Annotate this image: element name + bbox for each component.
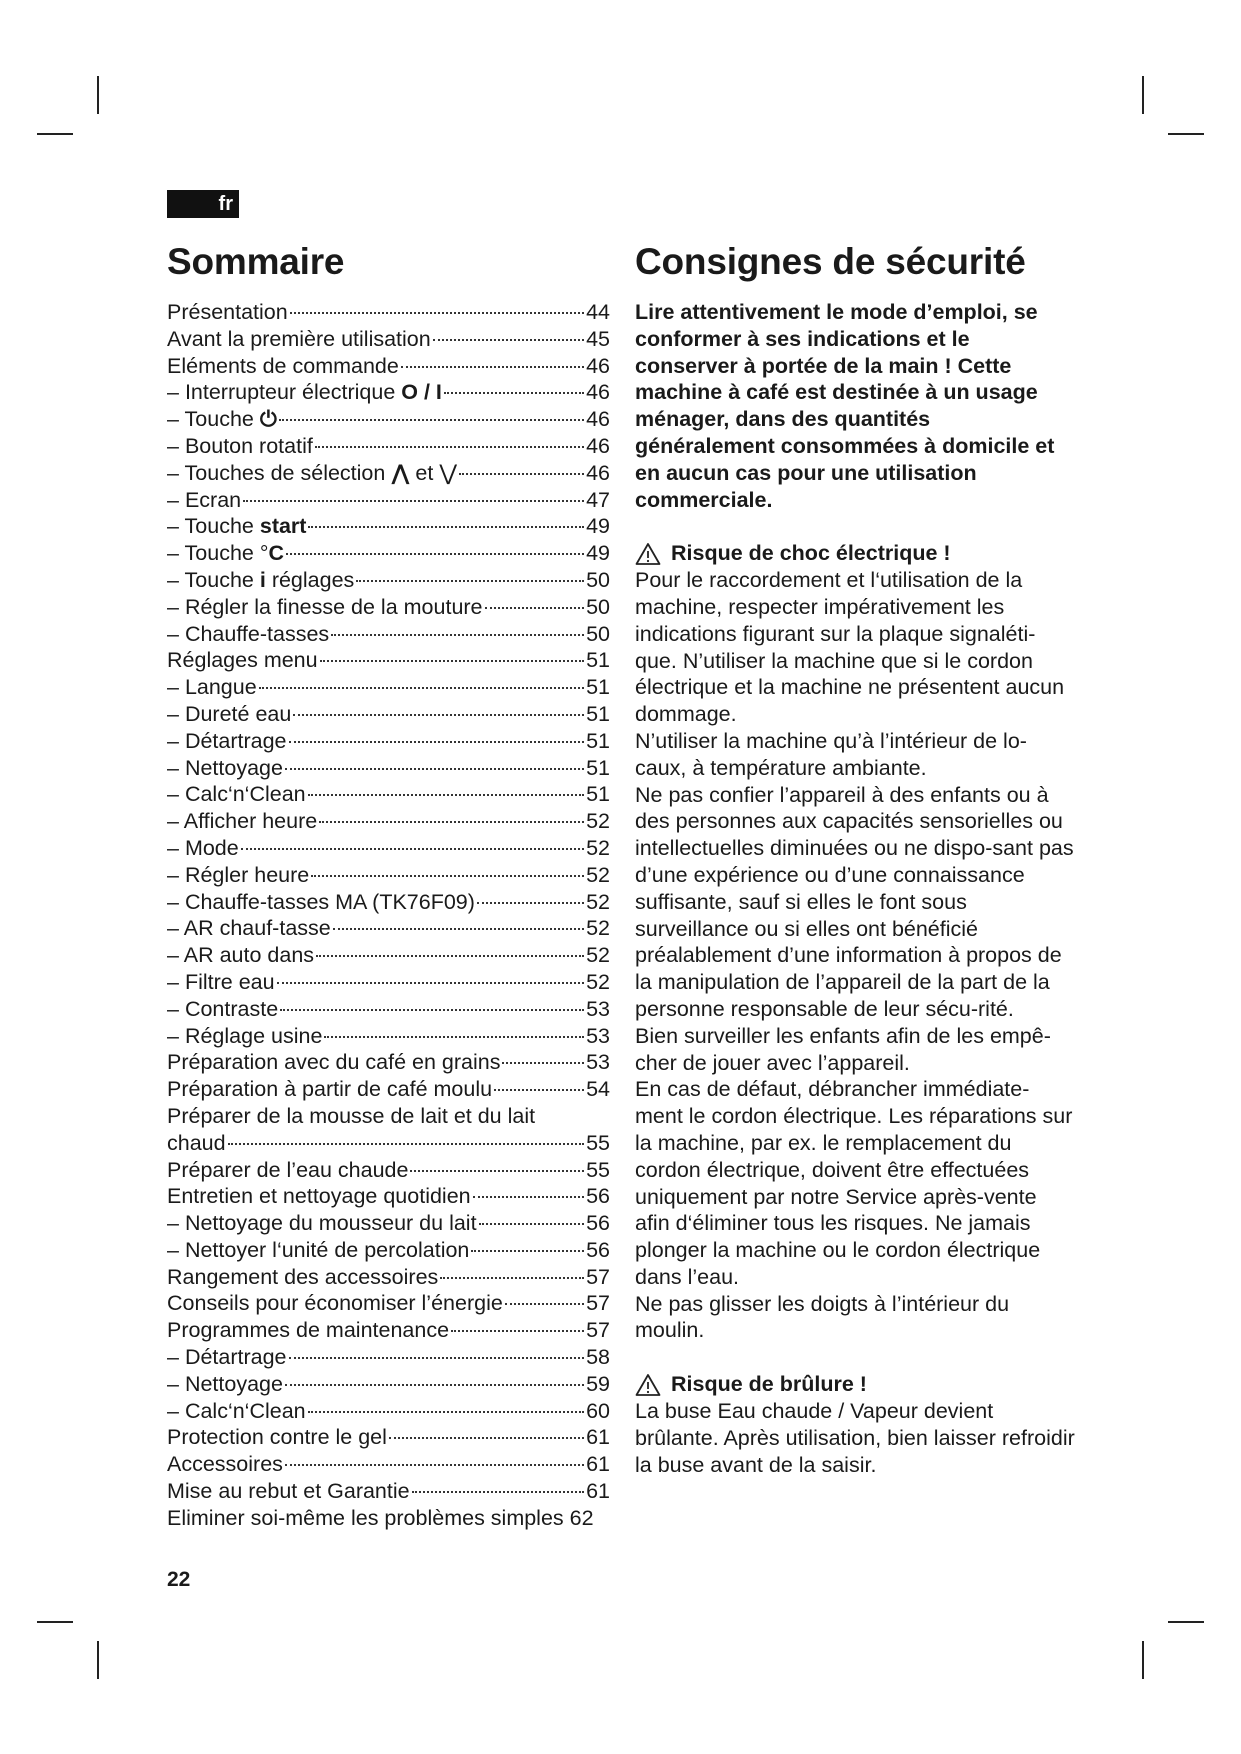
toc-page-number: 47 [586, 487, 610, 512]
toc-entry-title: Conseils pour économiser l’énergie [167, 1291, 503, 1316]
toc-page-number: 56 [586, 1237, 610, 1262]
page-number: 22 [167, 1568, 191, 1591]
toc-entry-title: Préparation avec du café en grains [167, 1050, 501, 1075]
toc-entry [167, 1210, 610, 1237]
toc-entry [167, 1049, 610, 1076]
toc-page-number: 56 [586, 1184, 610, 1209]
crop-mark [1168, 1621, 1204, 1623]
crop-mark [37, 1621, 73, 1623]
toc-entry [167, 1157, 610, 1184]
toc-entry [167, 1424, 610, 1451]
toc-entry [167, 862, 610, 889]
toc-entry [167, 808, 610, 835]
toc-entry [167, 1076, 610, 1103]
toc-entry [167, 915, 610, 942]
toc-leader [289, 1357, 585, 1359]
crop-mark [1168, 133, 1204, 135]
toc-leader [485, 607, 585, 609]
toc-entry-title: Rangement des accessoires [167, 1264, 439, 1289]
crop-mark [1142, 76, 1144, 114]
toc-entry-title: – Calc‘n‘Clean [167, 782, 306, 807]
toc-leader [471, 1250, 584, 1252]
toc-leader [285, 1384, 584, 1386]
toc-entry-title: Accessoires [167, 1452, 283, 1477]
toc-page-number: 51 [586, 755, 610, 780]
toc-entry [167, 942, 610, 969]
toc-leader [410, 1170, 584, 1172]
table-of-contents [167, 299, 610, 1532]
toc-page-number: 46 [586, 433, 610, 458]
toc-entry [167, 996, 610, 1023]
toc-entry-title: Eléments de commande [167, 353, 399, 378]
toc-entry-title: – Mode [167, 835, 239, 860]
toc-entry-title: – AR chauf-tasse [167, 916, 331, 941]
toc-leader [324, 1036, 584, 1038]
toc-leader [502, 1062, 584, 1064]
toc-leader [289, 741, 585, 743]
warning-triangle-icon [635, 1373, 661, 1397]
toc-entry-title: – Nettoyage [167, 1371, 283, 1396]
toc-page-number: 57 [586, 1264, 610, 1289]
toc-leader [286, 553, 584, 555]
toc-entry-title: – Filtre eau [167, 969, 275, 994]
toc-page-number: 46 [586, 353, 610, 378]
toc-page-number: 51 [586, 701, 610, 726]
burn-warning-title: Risque de brûlure ! [671, 1372, 867, 1397]
toc-entry-title: chaud [167, 1130, 226, 1155]
toc-page-number: 53 [586, 996, 610, 1021]
toc-page-number: 50 [586, 567, 610, 592]
toc-leader [280, 1009, 584, 1011]
toc-entry-title: – Touche ⏻ [167, 407, 277, 432]
toc-leader [412, 1491, 584, 1493]
toc-entry-title: – Régler heure [167, 862, 310, 887]
toc-entry-title: – Touches de sélection ⋀ et ⋁ [167, 460, 457, 485]
toc-entry [167, 701, 610, 728]
paragraph: Ne pas confier l’appareil à des enfants ou à des personnes aux capacités sensorielles ou intellectuelles diminuées ou ne dispo-sant pas d’une expérience ou d’une connaissance suffisante, sauf si elles le font sous surveillance ou si elles ont bénéficié préalablement d’une information à propos de la manipulation de l’appareil de la part de la personne responsable de leur sécu-rité. [635, 782, 1074, 1021]
toc-leader [308, 794, 584, 796]
toc-entry [167, 1264, 610, 1291]
paragraph: Ne pas glisser les doigts à l’intérieur du moulin. [635, 1291, 1010, 1343]
crop-mark [37, 133, 73, 135]
toc-entry-title: – Réglage usine [167, 1023, 323, 1048]
toc-entry [167, 1290, 610, 1317]
toc-leader [316, 955, 584, 957]
toc-entry [167, 647, 610, 674]
toc-page-number: 61 [586, 1425, 610, 1450]
burn-warning-body [635, 1398, 1075, 1478]
toc-entry [167, 353, 610, 380]
toc-page-number: 52 [586, 835, 610, 860]
toc-page-number: 61 [586, 1479, 610, 1504]
toc-page-number: 49 [586, 541, 610, 566]
toc-page-number: 55 [586, 1130, 610, 1155]
toc-entry-title: Protection contre le gel [167, 1425, 387, 1450]
toc-leader [279, 419, 584, 421]
toc-leader [389, 1437, 584, 1439]
toc-entry [167, 755, 610, 782]
toc-page-number: 61 [586, 1452, 610, 1477]
toc-entry-title: – Langue [167, 675, 257, 700]
burn-warning-heading [635, 1371, 1075, 1398]
toc-page-number: 44 [586, 300, 610, 324]
toc-leader [331, 634, 584, 636]
toc-entry-title: – Détartrage [167, 1345, 287, 1370]
toc-leader [308, 526, 584, 528]
paragraph: N’utiliser la machine qu’à l’intérieur de lo-caux, à température ambiante. [635, 728, 1027, 780]
toc-entry [167, 835, 610, 862]
toc-leader [243, 500, 584, 502]
toc-page-number: 46 [586, 380, 610, 405]
toc-page-number: 51 [586, 782, 610, 807]
toc-leader [433, 339, 584, 341]
toc-entry-title: Préparation à partir de café moulu [167, 1077, 493, 1102]
toc-leader [290, 312, 584, 314]
toc-entry [167, 1183, 610, 1210]
toc-leader [285, 1464, 584, 1466]
toc-leader [333, 928, 584, 930]
toc-entry [167, 1130, 610, 1157]
toc-entry-title: Programmes de maintenance [167, 1318, 450, 1343]
toc-page-number: 58 [586, 1345, 610, 1370]
toc-entry-title: – Interrupteur électrique O / I [167, 380, 442, 405]
toc-entry-title: – Chauffe-tasses MA (TK76F09) [167, 889, 475, 914]
toc-leader [320, 660, 584, 662]
toc-entry-title: Mise au rebut et Garantie [167, 1479, 410, 1504]
toc-leader [293, 714, 584, 716]
toc-page-number: 52 [586, 809, 610, 834]
toc-entry-title: – Nettoyage du mousseur du lait [167, 1211, 477, 1236]
toc-entry [167, 674, 610, 701]
toc-page-number: 52 [586, 943, 610, 968]
toc-entry [167, 433, 610, 460]
toc-page-number: 52 [586, 889, 610, 914]
toc-leader [459, 473, 584, 475]
toc-entry [167, 1317, 610, 1344]
toc-entry [167, 1237, 610, 1264]
toc-leader [505, 1303, 584, 1305]
toc-leader [451, 1330, 584, 1332]
toc-entry-title: Présentation [167, 300, 288, 324]
toc-entry [167, 1371, 610, 1398]
toc-entry-title: – Afficher heure [167, 809, 318, 834]
toc-leader [319, 821, 584, 823]
toc-page-number: 50 [586, 621, 610, 646]
toc-page-number: 60 [586, 1398, 610, 1423]
toc-entry-title: Eliminer soi-même les problèmes simples 62 [167, 1505, 594, 1530]
toc-entry [167, 460, 610, 487]
toc-entry-title: – AR auto dans [167, 943, 315, 968]
toc-leader [311, 875, 584, 877]
toc-entry [167, 594, 610, 621]
toc-page-number: 51 [586, 675, 610, 700]
crop-mark [1142, 1641, 1144, 1679]
toc-leader [241, 848, 584, 850]
toc-entry [167, 1451, 610, 1478]
toc-entry-title: Réglages menu [167, 648, 318, 673]
toc-entry [167, 1344, 610, 1371]
crop-mark [97, 76, 99, 114]
toc-entry [167, 781, 610, 808]
toc-page-number: 59 [586, 1371, 610, 1396]
toc-page-number: 51 [586, 648, 610, 673]
toc-entry-title: – Contraste [167, 996, 279, 1021]
toc-leader [285, 768, 584, 770]
paragraph: Pour le raccordement et l‘utilisation de la machine, respecter impérativement les indications figurant sur la plaque signaléti-que. N’utiliser la machine que si le cordon électrique et la machine ne présentent aucun dommage. [635, 568, 1065, 727]
toc-page-number: 46 [586, 460, 610, 485]
electric-warning-heading [635, 540, 1075, 567]
toc-page-number: 57 [586, 1291, 610, 1316]
toc-entry-title: Avant la première utilisation [167, 326, 431, 351]
toc-entry [167, 379, 610, 406]
toc-entry [167, 406, 610, 433]
toc-page-number: 53 [586, 1050, 610, 1075]
toc-entry-title: – Nettoyage [167, 755, 283, 780]
toc-page-number: 45 [586, 326, 610, 351]
toc-entry-title: Préparer de l’eau chaude [167, 1157, 409, 1182]
toc-leader [401, 366, 584, 368]
toc-entry-title: – Bouton rotatif [167, 433, 313, 458]
toc-page-number: 57 [586, 1318, 610, 1343]
toc-leader [356, 580, 584, 582]
crop-mark [97, 1641, 99, 1679]
toc-page-number: 46 [586, 407, 610, 432]
toc-entry-title: – Touche start [167, 514, 307, 539]
toc-entry [167, 969, 610, 996]
toc-entry [167, 1478, 610, 1505]
toc-entry [167, 567, 610, 594]
toc-page-number: 52 [586, 916, 610, 941]
toc-page-number: 52 [586, 969, 610, 994]
toc-entry [167, 889, 610, 916]
toc-title: Sommaire [167, 241, 345, 282]
toc-page-number: 55 [586, 1157, 610, 1182]
toc-entry [167, 513, 610, 540]
toc-leader [444, 392, 584, 394]
toc-entry-title: – Touche i réglages [167, 567, 355, 592]
toc-entry [167, 1398, 610, 1425]
toc-entry [167, 728, 610, 755]
toc-entry-title: – Ecran [167, 487, 242, 512]
toc-leader [494, 1089, 584, 1091]
toc-page-number: 53 [586, 1023, 610, 1048]
safety-section [635, 299, 1075, 1478]
toc-entry [167, 540, 610, 567]
electric-warning-title: Risque de choc électrique ! [671, 541, 951, 566]
toc-entry [167, 326, 610, 353]
toc-entry-title: – Nettoyer l‘unité de percolation [167, 1237, 470, 1262]
toc-entry-title: – Chauffe-tasses [167, 621, 330, 646]
toc-leader [479, 1223, 585, 1225]
paragraph: La buse Eau chaude / Vapeur devient brûlante. Après utilisation, bien laisser refroidir la buse avant de la saisir. [635, 1399, 1075, 1477]
toc-page-number: 51 [586, 728, 610, 753]
language-tab: fr [167, 190, 239, 218]
paragraph: En cas de défaut, débrancher immédiate-ment le cordon électrique. Les réparations sur la machine, par ex. le remplacement du cordon électrique, doivent être effectuées uniquement par notre Service après-vente afin d‘éliminer tous les risques. Ne jamais plonger la machine ou le cordon électrique dans l’eau. [635, 1077, 1073, 1289]
toc-entry-title: – Touche °C [167, 541, 284, 566]
toc-page-number: 49 [586, 514, 610, 539]
toc-page-number: 52 [586, 862, 610, 887]
electric-warning-body [635, 567, 1075, 1344]
toc-entry-title: – Régler la finesse de la mouture [167, 594, 483, 619]
toc-page-number: 56 [586, 1211, 610, 1236]
toc-entry [167, 1023, 610, 1050]
toc-leader [477, 902, 584, 904]
paragraph: Bien surveiller les enfants afin de les empê-cher de jouer avec l’appareil. [635, 1023, 1051, 1075]
toc-entry [167, 1103, 610, 1130]
safety-intro: Lire attentivement le mode d’emploi, se conformer à ses indications et le conserver à portée de la main ! Cette machine à café est destinée à un usage ménager, dans des quantités généralement consommées à domicile et en aucun cas pour une utilisation commerciale. [635, 300, 1055, 512]
toc-entry [167, 621, 610, 648]
toc-leader [440, 1277, 584, 1279]
toc-leader [228, 1143, 584, 1145]
toc-entry-title: Préparer de la mousse de lait et du lait [167, 1103, 536, 1128]
toc-leader [473, 1196, 584, 1198]
toc-page-number: 54 [586, 1077, 610, 1102]
toc-entry-title: – Calc‘n‘Clean [167, 1398, 306, 1423]
toc-entry-title: – Détartrage [167, 728, 287, 753]
toc-entry-title: Entretien et nettoyage quotidien [167, 1184, 471, 1209]
toc-entry [167, 487, 610, 514]
toc-entry-title: – Dureté eau [167, 701, 292, 726]
toc-leader [308, 1411, 584, 1413]
warning-triangle-icon [635, 542, 661, 566]
toc-entry [167, 299, 610, 326]
toc-leader [315, 446, 584, 448]
toc-leader [259, 687, 584, 689]
toc-entry [167, 1505, 610, 1532]
toc-page-number: 50 [586, 594, 610, 619]
safety-title: Consignes de sécurité [635, 241, 1026, 282]
toc-leader [277, 982, 585, 984]
